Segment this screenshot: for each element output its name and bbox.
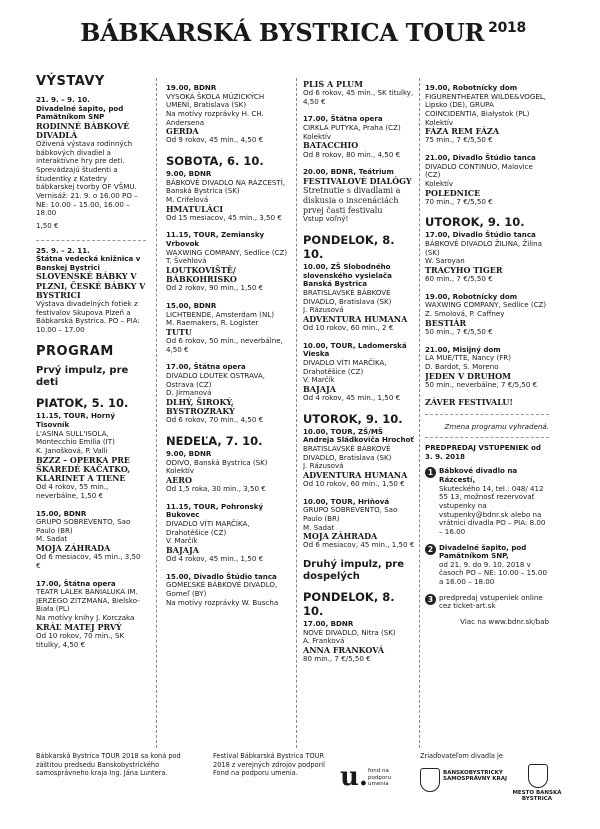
event: 10.00, TOUR, ZŠ/MŠ Andreja Sládkoviča Hrochoť BRATISLAVSKÉ BÁBKOVÉ DIVADLO, Bratislava (SK) J. Rázusová ADVENTURA HUMANA Od 10 rokov, 60 min., 1,50 € [303,426,414,489]
fpu-logo: u. [340,762,368,792]
bbsk-label: BANSKOBYSTRICKÝ SAMOSPRÁVNY KRAJ [443,770,508,783]
number-badge: 3 [425,594,436,605]
day-heading: NEDEĽA, 7. 10. [166,433,263,448]
event: 21.00, Divadlo Štúdio tanca DIVADLO CONTINUO, Malovice (CZ) Kolektív POLEDNICE 70 min., 7 €/5,50 € [425,153,536,206]
presale-item: 2 Divadelné šapito, pod Pamätníkom SNP, od 21. 9. do 9. 10. 2018 v časoch PO – NE: 10.00 – 15.00 a 16.00 – 18.00 [425,544,549,587]
column-3 [303,80,415,760]
event: 10.00, ZŠ Slobodného slovenského vysielača Banská Bystrica BRATISLAVSKÉ BÁBKOVÉ DIVADLO, Bratislava (SK) J. Rázusová ADVENTURA HUMANA Od 10 rokov, 60 min., 2 € [303,261,408,332]
event: 11.15, TOUR, Zemiansky Vrbovok WAXWING COMPANY, Sedlice (CZ) T. Švehlová LOUTKOVIŠTĚ/ BÁBKOHRISKO Od 2 rokov, 90 min., 1,50 € [166,230,288,293]
footer-mid: Festival Bábkarská Bystrica TOUR 2018 z verejných zdrojov podporil Fond na podporu umenia. [213,752,325,778]
event: 17.00, Štátna opera TEATR LALEK BANIALUKA IM. JERZEGO ZITZMANA, Bielsko-Biała (PL) Na motívy knihy J. Korczaka KRÁĽ MATEJ PRVÝ Od 10 rokov, 70 min., SK titulky, 4,50 € [36,578,140,649]
day-heading: UTOROK, 9. 10. [425,215,525,230]
presale-item: 1 Bábkové divadlo na Rázcestí, Skuteckého 14, tel.: 048/ 412 55 13, možnosť rezervovať vstupenky na vstupenky@bdnr.sk alebo na vrátnici divadla PO – PIA: 8.00 – 16.00 [425,467,549,536]
column-4 [425,84,549,764]
section-heading-vystavy: VÝSTAVY [36,74,105,89]
presale-item: 3 predpredaj vstupeniek online cez ticket-art.sk [425,594,549,611]
year: 2018 [488,20,526,36]
impulse-heading: Druhý impulz, pre dospelých [303,559,404,582]
event: 15.00, BDNR LICHTBENDE, Amsterdam (NL) M. Raemakers, R. Logister TUTU Od 6 rokov, 50 min., neverbálne, 4,50 € [166,301,283,354]
event: 19.00, Robotnícky dom FIGURENTHEATER WILDE&VOGEL, Lipsko (DE), GRUPA COINCIDENTIA, Białystok (PL) Kolektív FÁZA REM FÁZA 75 min., 7 €/5,50 € [425,84,547,145]
event: 19.00, BDNR VYSOKÁ ŠKOLA MÚZICKÝCH UMENÍ, Bratislava (SK) Na motívy rozprávky H. CH. Andersena GERDA Od 9 rokov, 45 min., 4,50 € [166,84,265,145]
event: 9.00, BDNR ODIVO, Banská Bystrica (SK) Kolektív AERO Od 1,5 roka, 30 min., 3,50 € [166,449,268,494]
poster-title: BÁBKARSKÁ BYSTRICA TOUR $^{2018}$ [80,18,526,47]
impulse-heading: Prvý impulz, pre deti [36,365,129,388]
event: 17.00, Štátna opera CIRKLA PUTYKA, Praha (CZ) Kolektív BATACCHIO Od 8 rokov, 80 min., 4,50 € [303,114,401,159]
event: 20.00, BDNR, Teátrium FESTIVALOVÉ DIALÓGY Stretnutie s divadlami a diskusia o inscenáciách prvej časti festivalu Vstup voľný! [303,167,412,224]
city-label: MESTO BANSKÁ BYSTRICA [512,790,562,803]
event: 17.00, BDNR NOVÉ DIVADLO, Nitra (SK) A. Franková ANNA FRANKOVÁ 80 min., 7 €/5,50 € [303,619,396,664]
event: PLIŠ A PLUM Od 6 rokov, 45 min., SK titulky, 4,50 € [303,80,414,106]
column-1 [36,68,146,748]
day-heading: SOBOTA, 6. 10. [166,154,264,169]
closing-note: ZÁVER FESTIVALU! [425,397,513,408]
presale-heading: PREDPREDAJ VSTUPENIEK od 3. 9. 2018 [425,443,541,461]
website-link[interactable]: Viac na www.bdnr.sk/bab [460,617,549,627]
column-divider [156,78,157,748]
organizer-label: Zriaďovateľom divadla je [420,752,503,760]
day-heading: UTOROK, 9. 10. [303,411,403,426]
event: 21.00, Misijný dom LA MUE/TTE, Nancy (FR) D. Bardot, S. Moreno JEDEN V DRUHOM 50 min., neverbálne, 7 €/5,50 € [425,344,538,389]
event: 15.00, Divadlo Štúdio tanca GOMEĽSKÉ BÁBKOVÉ DIVADLO, Gomeľ (BY) Na motívy rozprávky W. Buscha [166,571,279,607]
day-heading: PIATOK, 5. 10. [36,396,129,411]
event: 15.00, BDNR GRUPO SOBREVENTO, Sao Paulo (BR) M. Sadat MOJA ZÁHRADA Od 6 mesiacov, 45 min., 3,50 € [36,508,141,570]
event: 9.00, BDNR BÁBKOVÉ DIVADLO NA RÁZCESTÍ, Banská Bystrica (SK) M. Crifelová HMATULÁCI Od 15 mesiacov, 45 min., 3,50 € [166,169,286,222]
day-heading: PONDELOK, 8. 10. [303,590,395,619]
event: 19.00, Robotnícky dom WAXWING COMPANY, Sedlice (CZ) Z. Smolová, P. Caffney BESTIÁR 50 min., 7 €/5,50 € [425,291,547,336]
event: 11.15, TOUR, Horný Tisovník L'ASINA SULL'ISOLA, Montecchio Emilia (IT) K. Janošková, P. Valli BZZZ – OPERKA PRE ŠKAREDÉ KAČATKO, KLARINET A TIENE Od 4 rokov, 55 min., neverbálne, 1,50 € [36,411,131,500]
fpu-logo-text: fond na podporu umenia [368,768,391,788]
column-divider [419,78,420,748]
change-note: Zmena programu vyhradená. [444,421,549,431]
event: 10.00, TOUR, Hriňová GRUPO SOBREVENTO, Sao Paulo (BR) M. Sadat MOJA ZÁHRADA Od 6 mesiacov, 45 min., 1,50 € [303,496,415,550]
event: 17.00, Divadlo Štúdio tanca BÁBKOVÉ DIVADLO ŽILINA, Žilina (SK) W. Saroyan TRACYHO TIGER 60 min., 7 €/5,50 € [425,230,542,284]
event: 17.00, Štátna opera DIVADLO LOUTEK OSTRAVA, Ostrava (CZ) D. Jirmanová DLHÝ, ŠIROKÝ, BYSTROZRAKÝ Od 6 rokov, 70 min., 4,50 € [166,362,265,425]
day-heading: PONDELOK, 8. 10. [303,232,395,261]
city-crest-icon [528,764,548,788]
column-divider [296,78,297,748]
footer-left: Bábkarská Bystrica TOUR 2018 sa koná pod záštitou predsedu Banskobystrického samosprávneho kraja Ing. Jána Luntera. [36,752,181,778]
number-badge: 2 [425,544,436,555]
bbsk-crest-icon [420,768,440,792]
exhibition: 25. 9. – 2. 11. Štátna vedecká knižnica v Banskej Bystrici SLOVENSKÉ BÁBKY V PLZNI, ČESKÉ BÁBKY V BYSTRICI Výstava divadelných fotiek z festivalov Skupova Plzeň a Bábkarská Bystrica. PO – PIA: 10.00 – 17.00 [36,245,146,334]
event: 10.00, TOUR, Ladomerská Vieska DIVADLO VÍTI MARČÍKA, Drahotěšice (CZ) V. Marčík BAJAJA Od 4 rokov, 45 min., 1,50 € [303,340,407,403]
section-heading-program: PROGRAM [36,343,114,359]
column-2 [166,84,290,764]
number-badge: 1 [425,467,436,478]
event: 11.15, TOUR, Pohronský Bukovec DIVADLO VÍTI MARČÍKA, Drahotěšice (CZ) V. Marčík BAJAJA Od 4 rokov, 45 min., 1,50 € [166,501,264,564]
exhibition: 21. 9. – 9. 10. Divadelné šapito, pod Pamätníkom SNP RODINNÉ BÁBKOVÉ DIVADLÁ Oživená výstava rodinných bábkových divadiel a interaktívne hry pre deti. Sprevádzajú študenti a študentky z Katedry bábkarskej tvorby OF VŠMU. Vernisáž: 21. 9. o 16.00 PO – NE: 10.00 – 15.00, 16.00 – 18.00 1,50 € [36,94,138,230]
